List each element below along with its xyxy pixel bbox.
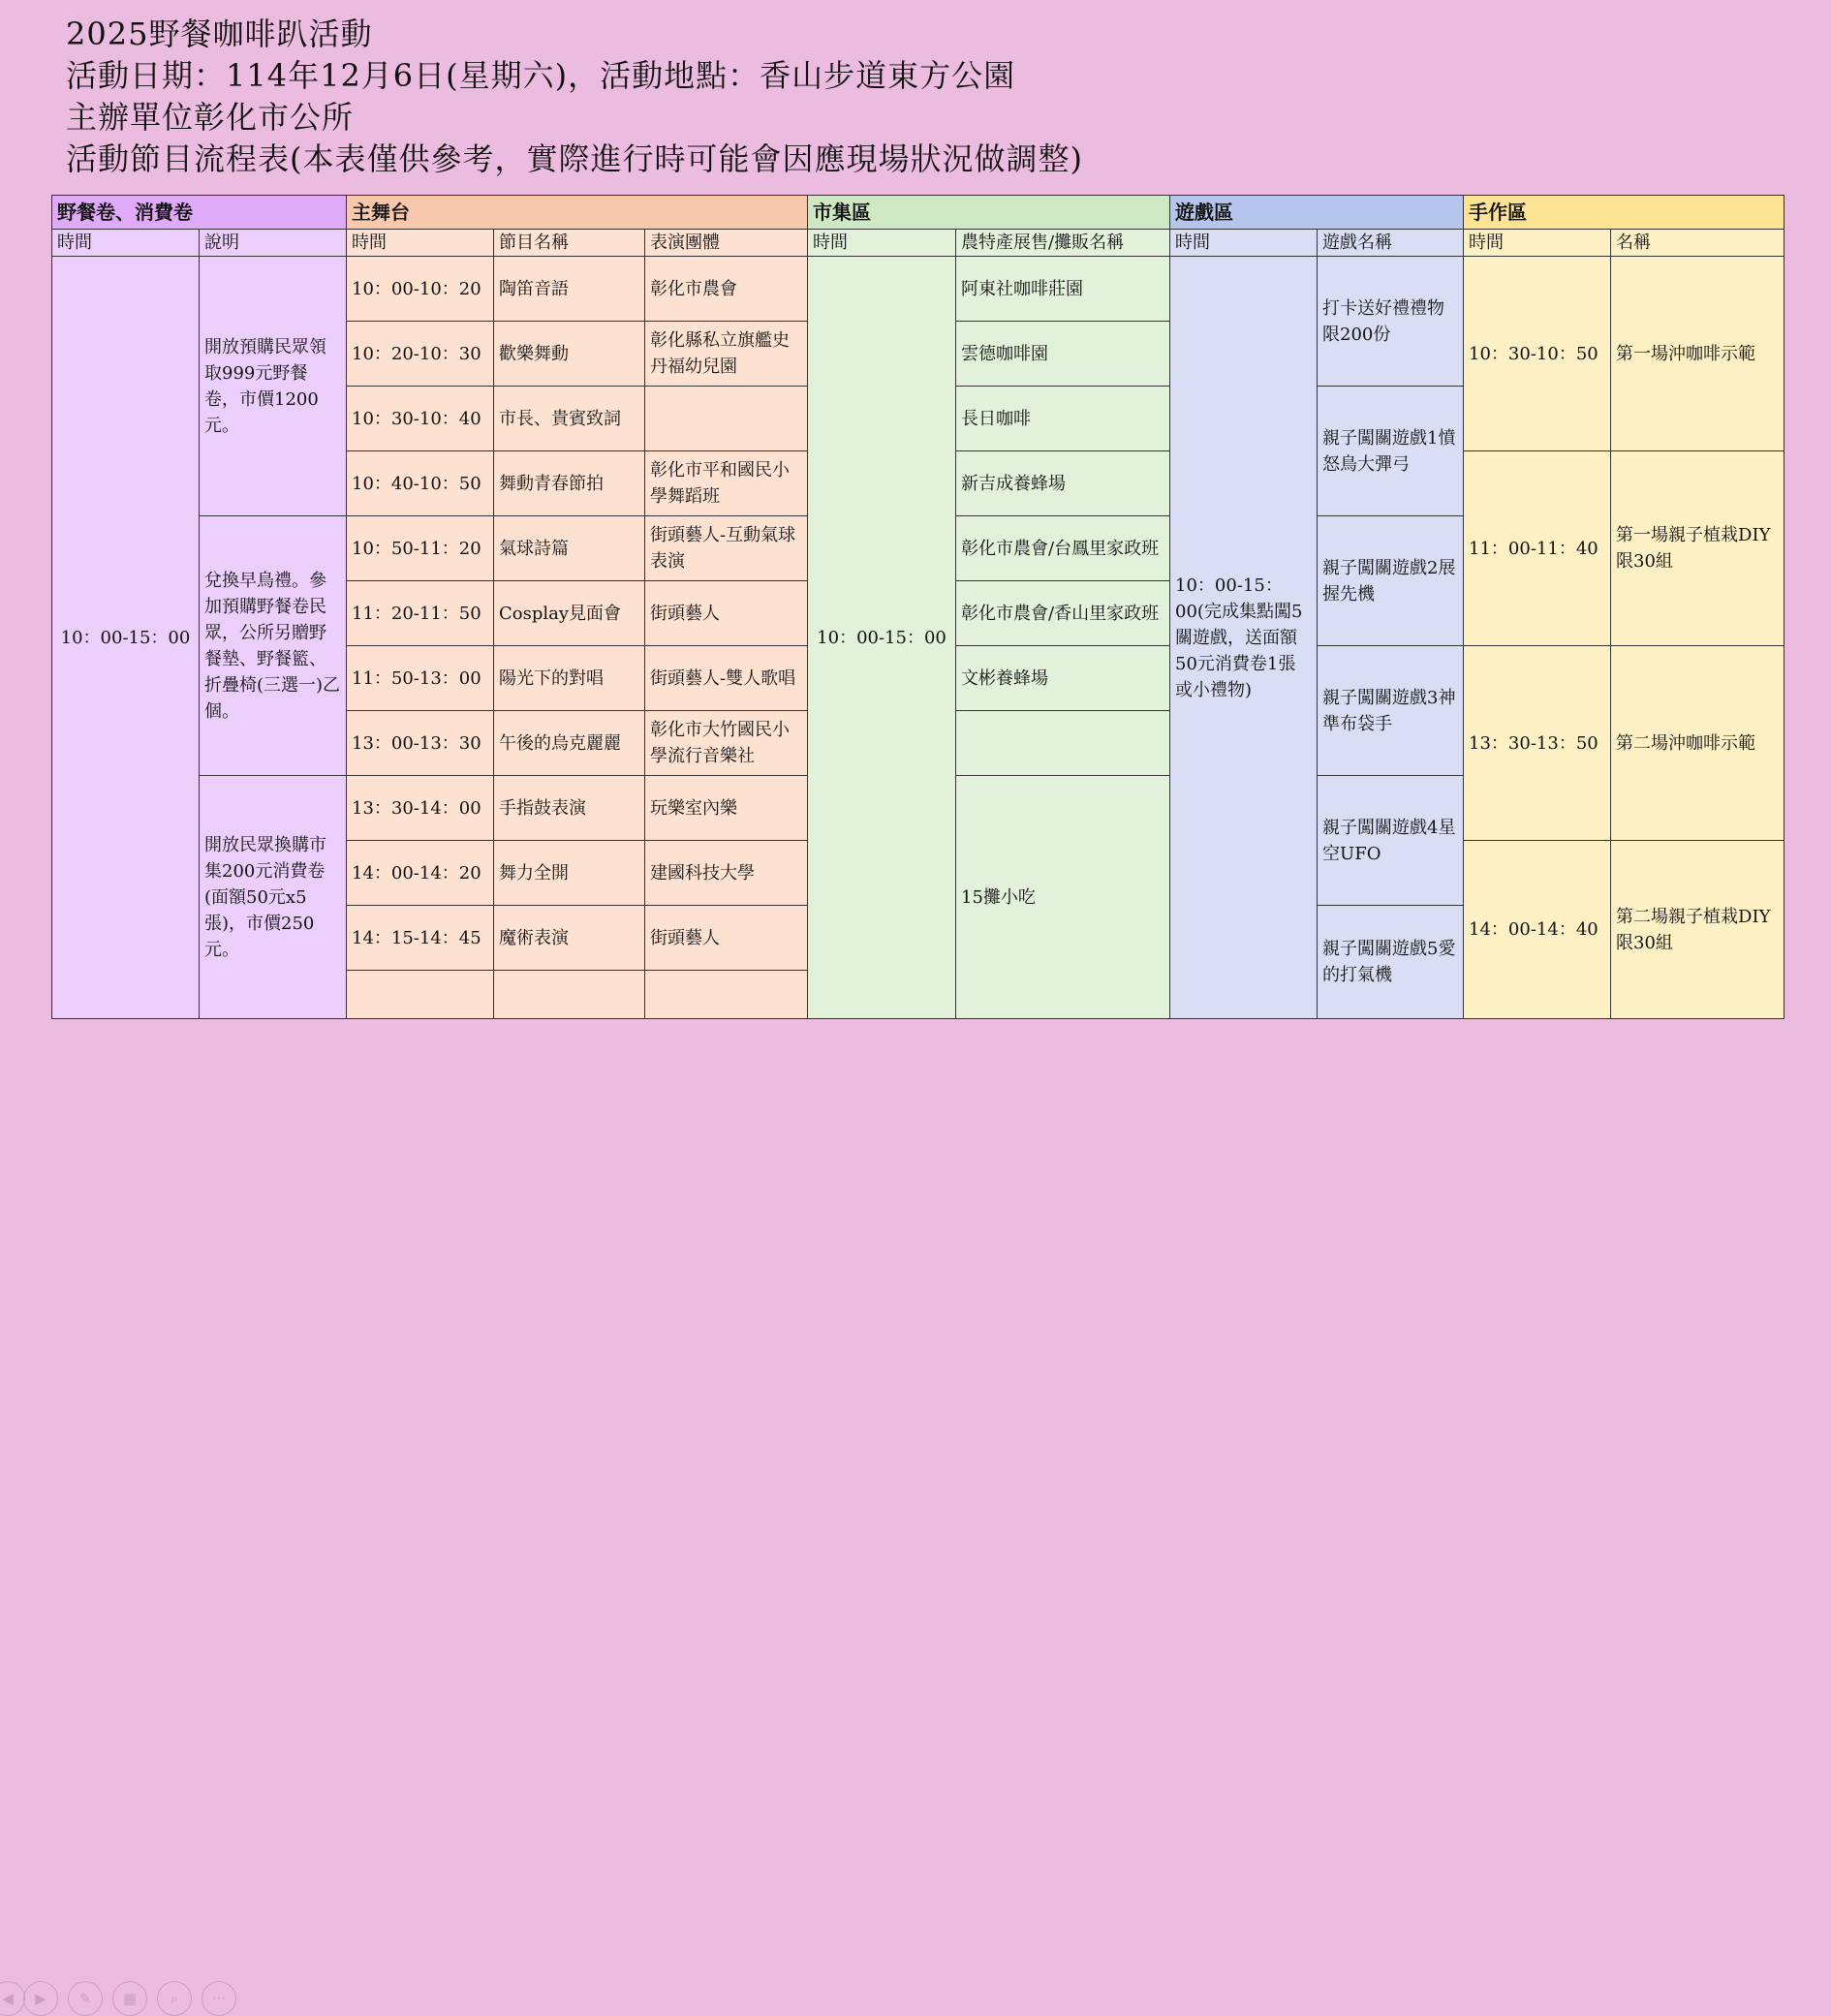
more-icon[interactable]: ···	[202, 1981, 236, 2016]
stage-group: 彰化市農會	[645, 257, 808, 322]
column-header-row	[52, 230, 1784, 257]
stage-time-empty	[347, 971, 494, 1019]
stage-program: 午後的烏克麗麗	[494, 711, 645, 776]
market-vendor: 彰化市農會/台鳳里家政班	[956, 516, 1170, 581]
col-market-name: 農特產展售/攤販名稱	[956, 230, 1170, 257]
zoom-icon[interactable]: ⌕	[157, 1981, 192, 2016]
stage-time: 10：00-10：20	[347, 257, 494, 322]
play-icon[interactable]: ▶	[23, 1981, 58, 2016]
stage-program: 氣球詩篇	[494, 516, 645, 581]
col-game-name: 遊戲名稱	[1318, 230, 1464, 257]
pen-icon[interactable]: ✎	[68, 1981, 103, 2016]
game-item: 打卡送好禮禮物限200份	[1318, 257, 1464, 387]
stage-group: 彰化市大竹國民小學流行音樂社	[645, 711, 808, 776]
market-vendor: 新吉成養蜂場	[956, 451, 1170, 516]
col-craft-time: 時間	[1464, 230, 1611, 257]
market-vendor	[956, 711, 1170, 776]
picnic-desc-2: 兌換早鳥禮。參加預購野餐卷民眾，公所另贈野餐墊、野餐籃、折疊椅(三選一)乙個。	[200, 516, 347, 776]
stage-time: 11：50-13：00	[347, 646, 494, 711]
stage-group: 街頭藝人	[645, 906, 808, 971]
schedule-note: 活動節目流程表(本表僅供參考，實際進行時可能會因應現場狀況做調整)	[66, 140, 1083, 177]
game-item: 親子闖關遊戲1憤怒鳥大彈弓	[1318, 387, 1464, 516]
game-item: 親子闖關遊戲2展握先機	[1318, 516, 1464, 646]
stage-group: 建國科技大學	[645, 841, 808, 906]
stage-program: 市長、貴賓致詞	[494, 387, 645, 451]
market-vendor: 阿東社咖啡莊園	[956, 257, 1170, 322]
event-title: 2025野餐咖啡趴活動	[66, 16, 373, 52]
game-time: 10：00-15：00(完成集點闖5關遊戲，送面額50元消費卷1張或小禮物)	[1170, 257, 1318, 1019]
section-market: 市集區	[808, 196, 1170, 230]
col-market-time: 時間	[808, 230, 956, 257]
stage-time: 11：20-11：50	[347, 581, 494, 646]
picnic-desc-3: 開放民眾換購市集200元消費卷(面額50元x5張)，市價250元。	[200, 776, 347, 1019]
game-item: 親子闖關遊戲4星空UFO	[1318, 776, 1464, 906]
slides-icon[interactable]: ▦	[112, 1981, 147, 2016]
col-picnic-time: 時間	[52, 230, 200, 257]
market-vendor: 雲德咖啡園	[956, 322, 1170, 387]
presentation-toolbar	[0, 989, 271, 2007]
col-game-time: 時間	[1170, 230, 1318, 257]
stage-group: 街頭藝人-雙人歌唱	[645, 646, 808, 711]
stage-program: 魔術表演	[494, 906, 645, 971]
event-date-location: 活動日期：114年12月6日(星期六)，活動地點：香山步道東方公園	[66, 57, 1016, 94]
section-header-row	[52, 196, 1784, 230]
stage-program: 舞動青春節拍	[494, 451, 645, 516]
stage-program: Cosplay見面會	[494, 581, 645, 646]
stage-group	[645, 387, 808, 451]
table-row	[52, 257, 1784, 322]
col-stage-time: 時間	[347, 230, 494, 257]
stage-program: 陶笛音語	[494, 257, 645, 322]
stage-program: 歡樂舞動	[494, 322, 645, 387]
col-stage-program: 節目名稱	[494, 230, 645, 257]
stage-time: 13：00-13：30	[347, 711, 494, 776]
craft-name: 第二場沖咖啡示範	[1611, 646, 1784, 841]
section-craft: 手作區	[1464, 196, 1784, 230]
stage-group: 街頭藝人	[645, 581, 808, 646]
craft-time: 11：00-11：40	[1464, 451, 1611, 646]
stage-program-empty	[494, 971, 645, 1019]
stage-time: 10：40-10：50	[347, 451, 494, 516]
section-picnic: 野餐卷、消費卷	[52, 196, 347, 230]
stage-time: 10：30-10：40	[347, 387, 494, 451]
stage-program: 陽光下的對唱	[494, 646, 645, 711]
col-stage-group: 表演團體	[645, 230, 808, 257]
stage-time: 14：00-14：20	[347, 841, 494, 906]
craft-name: 第二場親子植栽DIY限30組	[1611, 841, 1784, 1019]
stage-time: 10：20-10：30	[347, 322, 494, 387]
stage-group: 街頭藝人-互動氣球表演	[645, 516, 808, 581]
game-item: 親子闖關遊戲5愛的打氣機	[1318, 906, 1464, 1019]
stage-time: 13：30-14：00	[347, 776, 494, 841]
market-vendor: 15攤小吃	[956, 776, 1170, 1019]
prev-icon[interactable]: ◀	[0, 1981, 25, 2016]
stage-program: 手指鼓表演	[494, 776, 645, 841]
stage-time: 10：50-11：20	[347, 516, 494, 581]
col-craft-name: 名稱	[1611, 230, 1784, 257]
section-game: 遊戲區	[1170, 196, 1464, 230]
market-vendor: 長日咖啡	[956, 387, 1170, 451]
picnic-desc-1: 開放預購民眾領取999元野餐卷，市價1200元。	[200, 257, 347, 516]
game-item: 親子闖關遊戲3神準布袋手	[1318, 646, 1464, 776]
stage-group: 玩樂室內樂	[645, 776, 808, 841]
schedule-table	[51, 195, 1784, 1019]
stage-group: 彰化縣私立旗艦史丹福幼兒園	[645, 322, 808, 387]
organizer: 主辦單位彰化市公所	[66, 99, 355, 136]
stage-time: 14：15-14：45	[347, 906, 494, 971]
stage-group-empty	[645, 971, 808, 1019]
craft-time: 10：30-10：50	[1464, 257, 1611, 451]
market-time: 10：00-15：00	[808, 257, 956, 1019]
craft-name: 第一場親子植栽DIY限30組	[1611, 451, 1784, 646]
page-header	[66, 14, 1083, 180]
stage-group: 彰化市平和國民小學舞蹈班	[645, 451, 808, 516]
craft-time: 13：30-13：50	[1464, 646, 1611, 841]
picnic-time: 10：00-15：00	[52, 257, 200, 1019]
stage-program: 舞力全開	[494, 841, 645, 906]
craft-name: 第一場沖咖啡示範	[1611, 257, 1784, 451]
section-stage: 主舞台	[347, 196, 808, 230]
craft-time: 14：00-14：40	[1464, 841, 1611, 1019]
market-vendor: 彰化市農會/香山里家政班	[956, 581, 1170, 646]
col-picnic-desc: 說明	[200, 230, 347, 257]
market-vendor: 文彬養蜂場	[956, 646, 1170, 711]
